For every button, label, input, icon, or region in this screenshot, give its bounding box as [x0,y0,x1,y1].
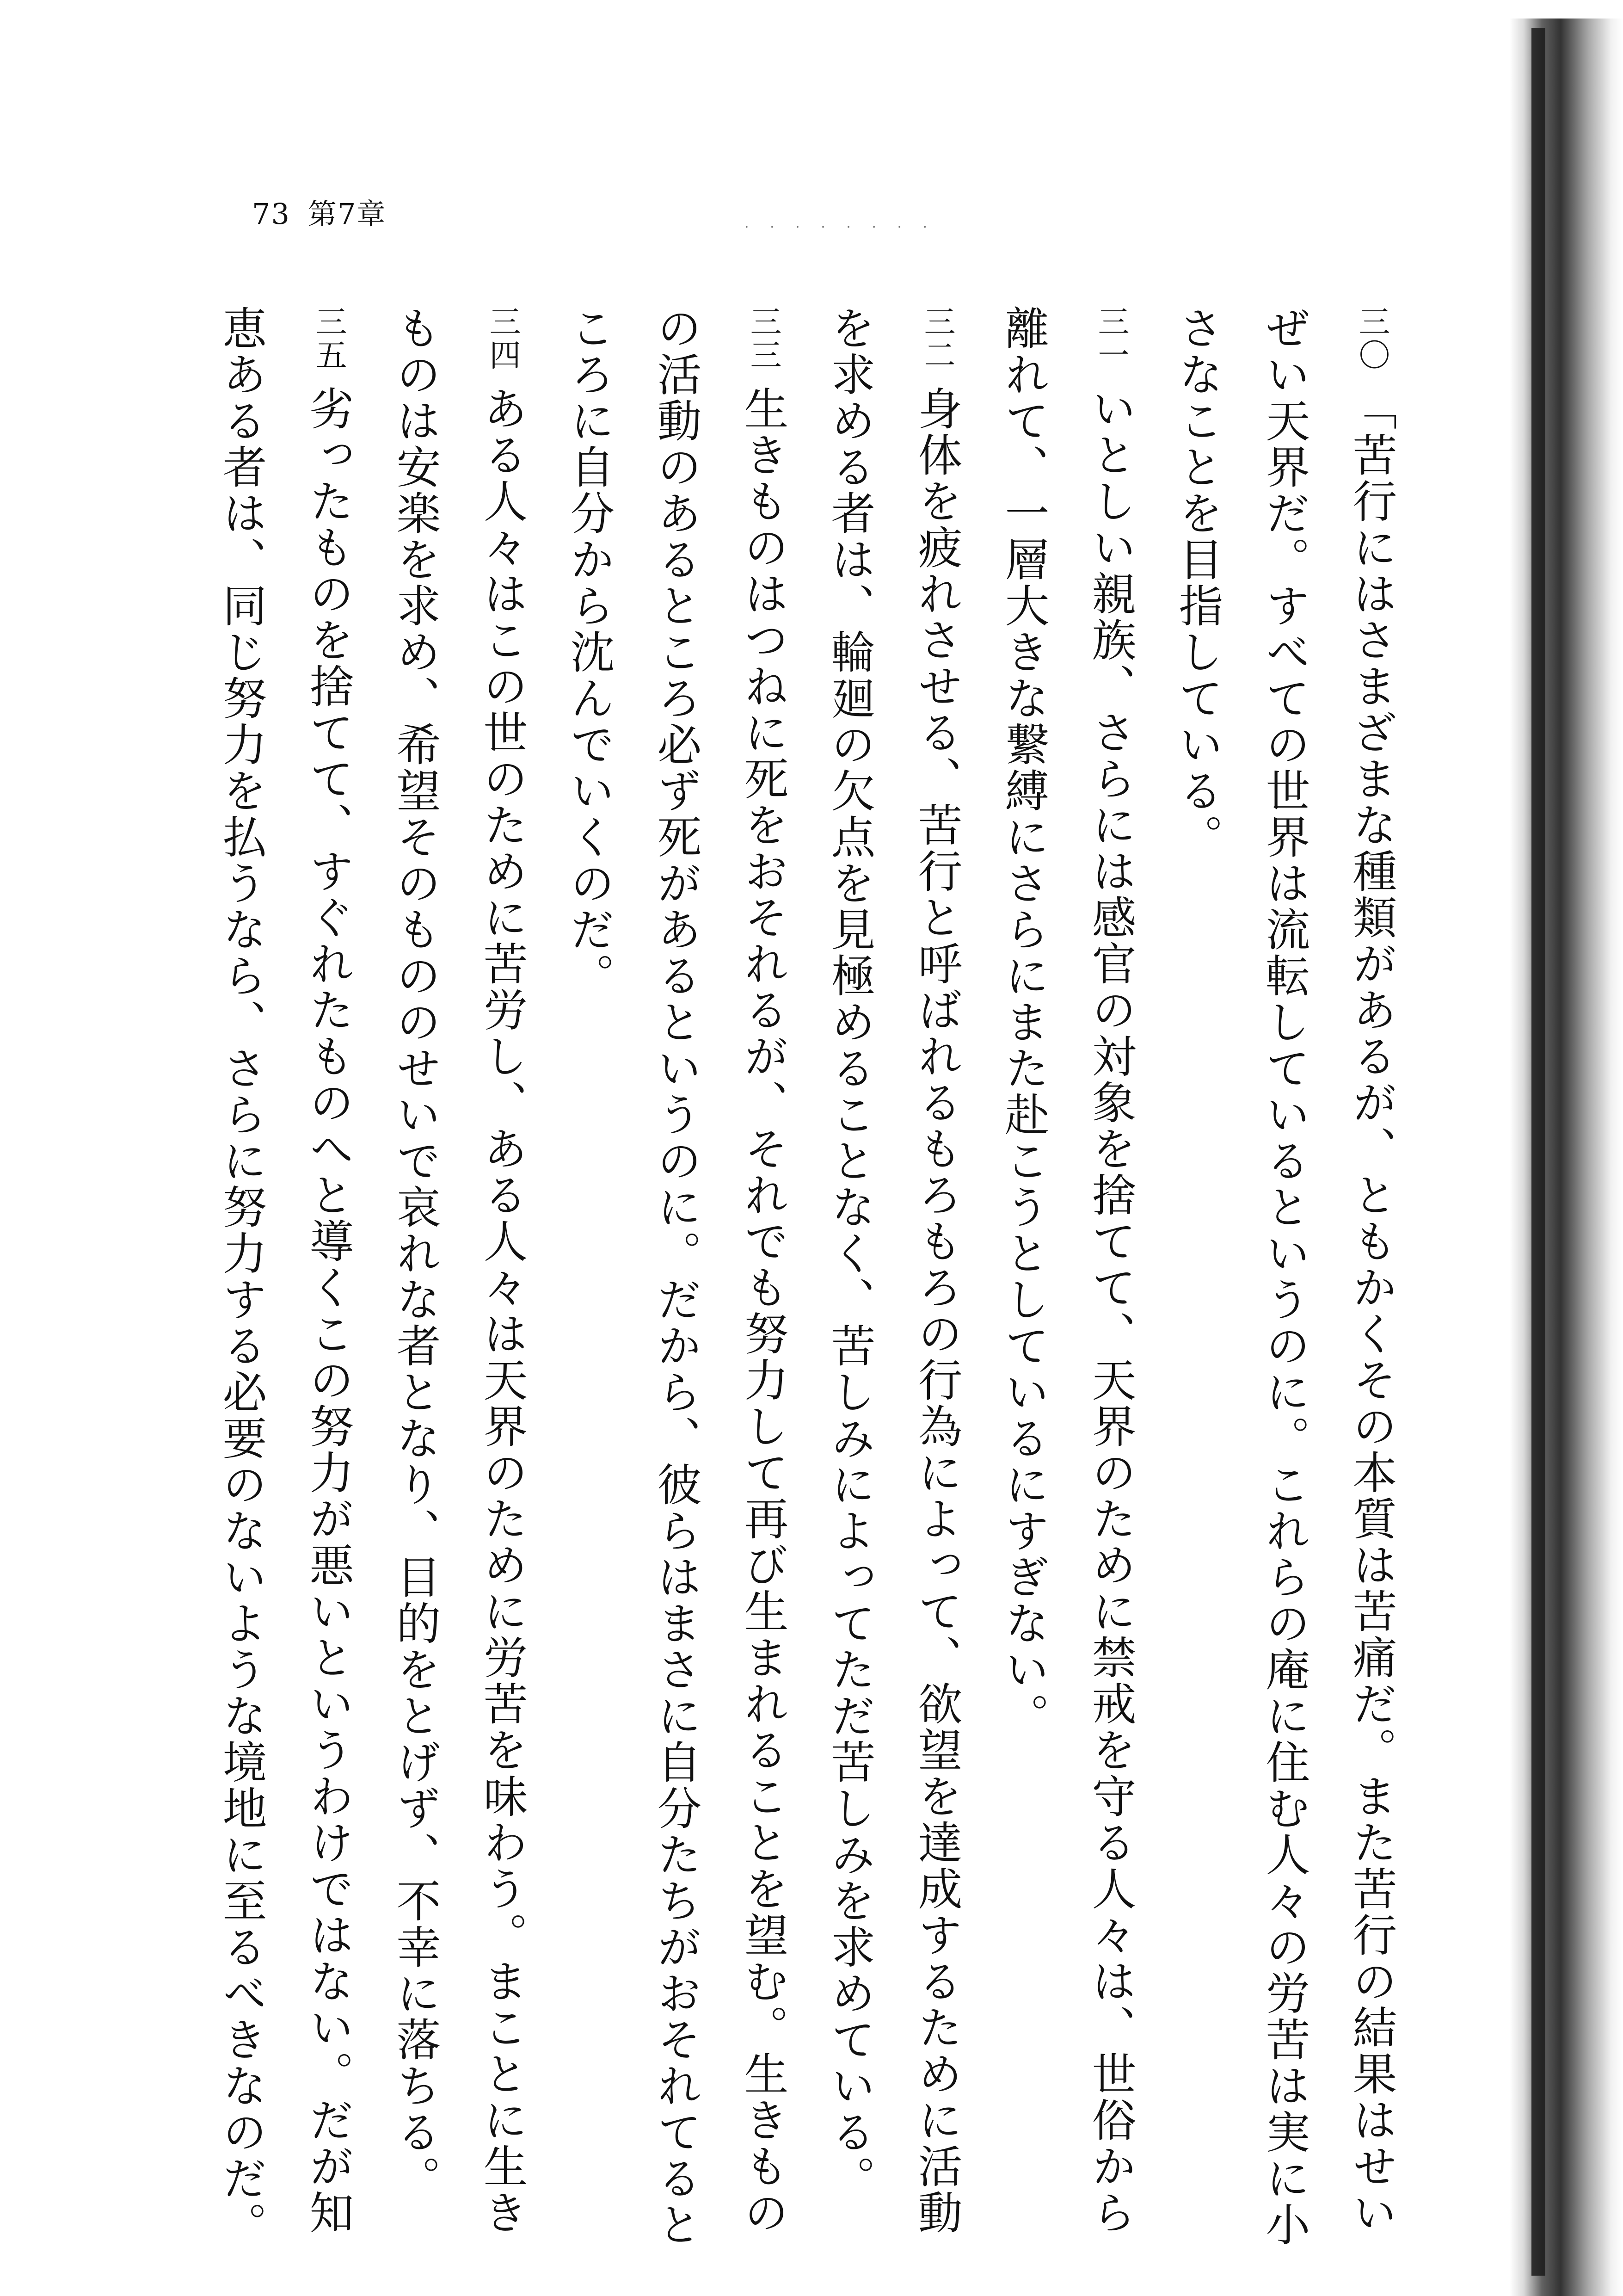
verse-number: 三三 [745,305,781,372]
verse-text: 「苦行にはさまざまな種類があるが、ともかくその本質は苦痛だ。また苦行の結果はせいぜい天界だ。すべての世界は流転しているというのに。これらの庵に住む人々の労苦は実に小さなことを目指している。 [1172,305,1397,2248]
verse-text: いとしい親族、さらには感官の対象を捨てて、天界のために禁戒を守る人々は、世俗から離れて、一層大きな繋縛にさらにまた赴こうとしているにすぎない。 [998,305,1137,2236]
chapter-title: 第7章 [307,197,387,231]
binding-edge [1531,28,1545,2276]
binding-shadow [1510,19,1623,2296]
vertical-text-body [198,305,1415,2248]
verse [980,305,1154,2248]
verse [806,305,980,2248]
scan-dots: . . . . . . . . [744,215,936,231]
verse [198,305,372,2248]
running-head [252,197,387,231]
verse [546,305,806,2248]
verse [1154,305,1415,2248]
verse-number: 三五 [310,305,347,372]
verse [372,305,546,2248]
verse-text: 劣ったものを捨てて、すぐれたものへと導くこの努力が悪いというわけではない。だが知恵ある者は、同じ努力を払うなら、さらに努力する必要のないような境地に至るべきなのだ。 [215,305,354,2248]
verse-number: 三四 [484,305,521,372]
verse-text: 身体を疲れさせる、苦行と呼ばれるもろもろの行為によって、欲望を達成するために活動を求める者は、輪廻の欠点を見極めることなく、苦しみによってただ苦しみを求めている。 [824,305,963,2236]
verse-number: 三二 [919,305,955,372]
page-number: 73 [252,197,290,231]
verse-number: 三〇 [1353,305,1390,372]
verse-text: ある人々はこの世のために苦労し、ある人々は天界のために労苦を味わう。まことに生きものは安楽を求め、希望そのもののせいで哀れな者となり、目的をとげず、不幸に落ちる。 [389,305,528,2236]
verse-number: 三一 [1093,305,1129,372]
verse-text: 生きものはつねに死をおそれるが、それでも努力して再び生まれることを望む。生きものの活動のあるところ必ず死があるというのに。だから、彼らはまさに自分たちがおそれてるところに自分から沈んでいくのだ。 [563,305,789,2248]
